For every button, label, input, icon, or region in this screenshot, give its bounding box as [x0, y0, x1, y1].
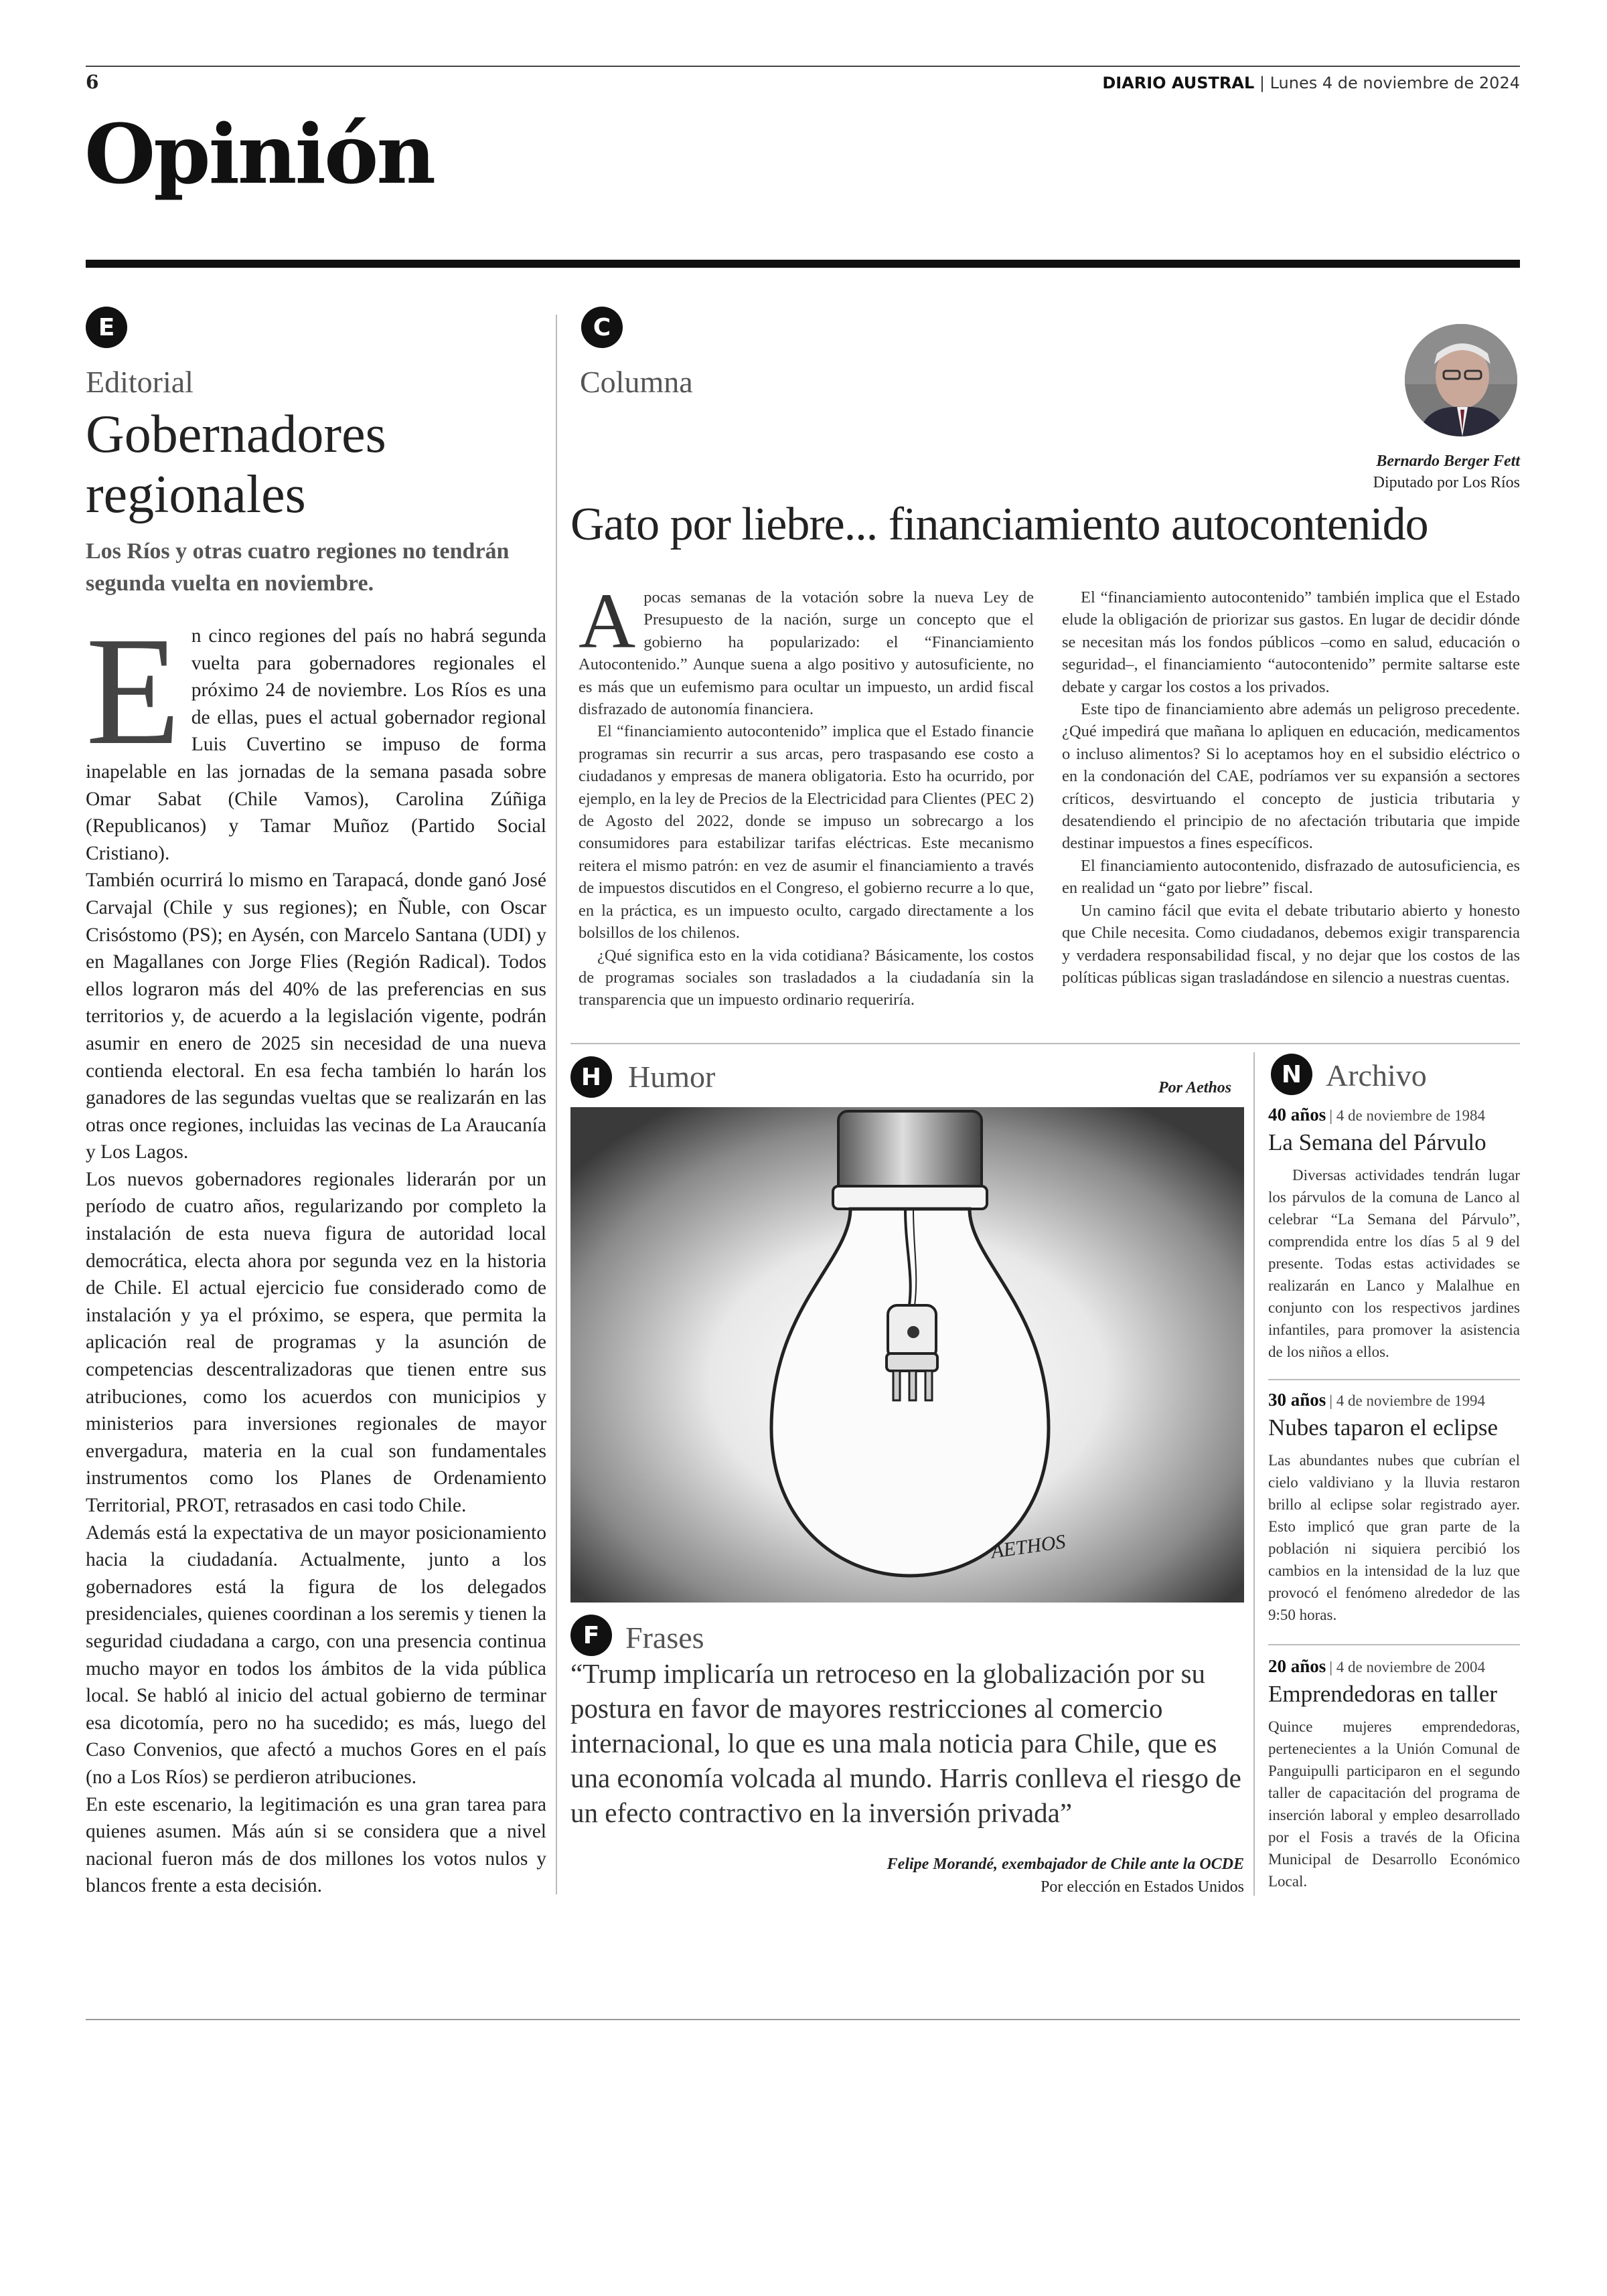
humor-byline: Por Aethos: [1158, 1079, 1232, 1096]
editorial-kicker: Editorial: [86, 365, 194, 399]
archivo-date: | 4 de noviembre de 1994: [1329, 1392, 1486, 1409]
archive-divider: [1253, 1052, 1255, 1896]
archivo-years: 20 años: [1268, 1656, 1326, 1676]
archivo-headline: Nubes taparon el eclipse: [1268, 1414, 1499, 1441]
frases-author: Felipe Morandé, exembajador de Chile ante la OCDE: [887, 1856, 1244, 1873]
archivo-kicker: Archivo: [1326, 1058, 1427, 1092]
editorial-title: Gobernadores regionales: [86, 405, 386, 524]
masthead: [1102, 74, 1520, 92]
section-title: Opinión: [84, 106, 435, 202]
lightbulb-plug-icon: [570, 1107, 1244, 1603]
column-paragraph: El “financiamiento autocontenido” también implica que el Estado elude la obligación de priorizar sus gastos. En lugar de decidir dónde se necesitan más los fondos públicos –como en salud, educación o seguridad–, el financiamiento “autocontenido” permite saltarse este debate y cargar los costos a los privados.: [1062, 588, 1520, 696]
editorial-dropcap: E: [86, 605, 181, 777]
column-divider: [556, 315, 557, 1894]
archivo-years: 30 años: [1268, 1390, 1326, 1410]
column-dropcap: A: [579, 577, 636, 665]
column-paragraph: Este tipo de financiamiento abre además un peligroso precedente. ¿Qué impedirá que mañana lo apliquen en educación, medicamentos o incluso alimentos? Si lo aceptamos hoy en el subsidio eléctrico o en la condonación del CAE, podríamos ver su expansión a sectores críticos, desvirtuando el concepto de justicia tributaria y desatendiendo el principio de no afectación tributaria que impide destinar impuestos a fines específicos.: [1062, 700, 1520, 853]
top-rule: [86, 66, 1520, 67]
editorial-paragraph: n cinco regiones del país no habrá segunda vuelta para gobernadores regionales el próximo 24 de noviembre. Los Ríos es una de ellas, pues el actual gobernador regional Luis Cuvertino se impuso de forma inapelable en las jornadas de la semana pasada sobre Omar Sabat (Chile Vamos), Carolina Zúñiga (Republicanos) y Tamar Muñoz (Partido Social Cristiano).: [86, 625, 546, 864]
frases-context: Por elección en Estados Unidos: [1041, 1878, 1244, 1896]
archivo-headline: Emprendedoras en taller: [1268, 1681, 1498, 1707]
author-photo: [1405, 324, 1517, 436]
frases-quote: “Trump implicaría un retroceso en la globalización por su postura en favor de mayores restricciones al comercio internacional, lo que es una mala noticia para Chile, que es una economía volcada al mundo. Harris conlleva el riesgo de un efecto contractivo en la inversión privada”: [570, 1658, 1241, 1828]
page-number: 6: [86, 71, 99, 93]
masthead-date: | Lunes 4 de noviembre de 2024: [1259, 74, 1520, 92]
archivo-headline: La Semana del Párvulo: [1268, 1129, 1486, 1155]
archivo-text: Diversas actividades tendrán lugar los párvulos de la comuna de Lanco al celebrar “La Semana del Párvulo”, comprendida entre los días 5 al 9 del presente. Todas estas actividades se realizarán en Lanco y Malalhue en conjunto con los respectivos jardines infantiles, para promover la asistencia de los niños a ellos.: [1268, 1167, 1520, 1360]
editorial-paragraph: Los nuevos gobernadores regionales liderarán por un período de cuatro años, regularizando por completo la instalación de esta nueva figura de autoridad local democrática, electa ahora por segunda vez en la historia de Chile. El actual ejercicio fue considerado como de instalación y ya el próximo, se espera, que permita la aplicación real de programas y la asunción de competencias descentralizadoras que tienen entre sus atribuciones, como los acuerdos con municipios y ministerios para inversiones regionales de mayor envergadura, materia en la cual son fundamentales instrumentos como los Planes de Ordenamiento Territorial, PROT, retrasados en casi todo Chile.: [86, 1168, 546, 1516]
archivo-rule: [1268, 1379, 1520, 1380]
bottom-rule: [86, 2019, 1520, 2020]
horizontal-divider: [570, 1043, 1520, 1044]
editorial-subtitle: Los Ríos y otras cuatro regiones no tendrán segunda vuelta en noviembre.: [86, 539, 510, 596]
column-kicker: Columna: [580, 365, 693, 399]
column-paragraph: ¿Qué significa esto en la vida cotidiana? Básicamente, los costos de programas sociales son trasladados a la ciudadanía sin la transparencia que un impuesto ordinario requeriría.: [579, 946, 1034, 1009]
editorial-paragraph: También ocurrirá lo mismo en Tarapacá, donde ganó José Carvajal (Chile y sus regiones); en Ñuble, con Oscar Crisóstomo (PS); en Aysén, con Marcelo Santana (UDI) y en Magallanes con Jorge Flies (Región Radical). Todos ellos lograron más del 40% de las preferencias en sus territorios y, de acuerdo a la legislación vigente, podrán asumir en enero de 2025 sin necesidad de una nueva contienda electoral. En esa fecha también lo harán los ganadores de las segundas vueltas que se realizarán en las otras once regiones, incluidas las vecinas de La Araucanía y Los Lagos.: [86, 870, 546, 1163]
archivo-text: Las abundantes nubes que cubrían el cielo valdiviano y la lluvia restaron brillo al eclipse solar registrado ayer. Esto implicó que gran parte de la población ni siquiera percibió los cambios en la intensidad de la luz que provocó el fenómeno alrededor de las 9:50 horas.: [1268, 1452, 1520, 1623]
column-paragraph: El financiamiento autocontenido, disfrazado de autosuficiencia, es en realidad un “gato por liebre” fiscal.: [1062, 856, 1520, 898]
column-author: Bernardo Berger Fett: [1376, 453, 1520, 470]
column-badge: C: [581, 307, 623, 348]
archivo-item: [1268, 1104, 1520, 1363]
archivo-rule: [1268, 1644, 1520, 1645]
humor-kicker: Humor: [628, 1060, 716, 1094]
column-paragraph: A pocas semanas de la votación sobre la nueva Ley de Presupuesto de la nación, surge un concepto que el gobierno ha popularizado: el “Financiamiento Autocontenido.” Aunque suena a algo positivo y autosuficiente, no es más que un eufemismo para ocultar un impuesto, un ardid fiscal disfrazado de autonomía financiera.: [579, 577, 1034, 719]
cartoon-signature: AETHOS: [990, 1530, 1067, 1563]
column-paragraph: Un camino fácil que evita el debate tributario abierto y honesto que Chile necesita. Como ciudadanos, debemos exigir transparencia y verdadera responsabilidad fiscal, y no dejar que los costos de las políticas públicas sigan trasladándose en silencio a nuestras cuentas.: [1062, 901, 1520, 987]
humor-badge: H: [570, 1056, 612, 1098]
archivo-date: | 4 de noviembre de 1984: [1329, 1107, 1486, 1124]
archivo-years: 40 años: [1268, 1104, 1326, 1125]
archivo-date: | 4 de noviembre de 2004: [1329, 1659, 1486, 1675]
author-portrait-icon: [1405, 324, 1517, 436]
column-left-text: [579, 577, 1034, 1011]
column-right-text: [1062, 586, 1520, 989]
archivo-text: Quince mujeres emprendedoras, pertenecientes a la Unión Comunal de Panguipulli participaron en el segundo taller de capacitación del programa de inserción laboral y empleo desarrollado por el Fosis a través de la Oficina Municipal de Desarrollo Económico Local.: [1268, 1718, 1520, 1890]
editorial-paragraph: En este escenario, la legitimación es una gran tarea para quienes asumen. Más aún si se considera que a nivel nacional fueron más de dos millones los votos nulos y blancos frente a esta decisión.: [86, 1793, 546, 1897]
column-author-role: Diputado por Los Ríos: [1373, 474, 1520, 491]
editorial-paragraph: Además está la expectativa de un mayor posicionamiento hacia la ciudadanía. Actualmente, junto a los gobernadores está la figura de los delegados presidenciales, quienes coordinan a los seremis y tienen la seguridad ciudadana a cargo, con una presencia continua mucho mayor en todos los ámbitos de la vida pública local. Se habló al inicio del actual gobierno de terminar esa dicotomía, pero no ha sucedido; es más, luego del Caso Convenios, que afectó a muchos Gores en el país (no a Los Ríos) se perdieron atribuciones.: [86, 1522, 546, 1788]
archivo-item: [1268, 1656, 1520, 1892]
archivo-item: [1268, 1390, 1520, 1626]
frases-badge: F: [570, 1615, 612, 1656]
column-title: Gato por liebre... financiamiento autocontenido: [570, 499, 1428, 550]
lightbulb-cartoon: [570, 1107, 1244, 1603]
frases-kicker: Frases: [625, 1621, 704, 1655]
archivo-badge: N: [1271, 1054, 1312, 1095]
editorial-badge: E: [86, 307, 127, 348]
section-rule: [86, 260, 1520, 268]
editorial-body: [86, 605, 546, 1900]
column-paragraph: El “financiamiento autocontenido” implica que el Estado financie programas sin recurrir a sus arcas, pero traspasando ese costo a ciudadanos y empresas de manera obligatoria. Esto ha ocurrido, por ejemplo, en la ley de Precios de la Electricidad para Clientes (PEC 2) de Agosto del 2022, donde se impuso un sobrecargo a los consumidores para estabilizar tarifas eléctricas. Este mecanismo reitera el mismo patrón: en vez de asumir el financiamiento a través de impuestos discutidos en el Congreso, el gobierno recurre a lo que, en la práctica, es un impuesto oculto, cargado directamente a los bolsillos de los chilenos.: [579, 722, 1034, 942]
masthead-paper: DIARIO AUSTRAL: [1102, 74, 1255, 92]
